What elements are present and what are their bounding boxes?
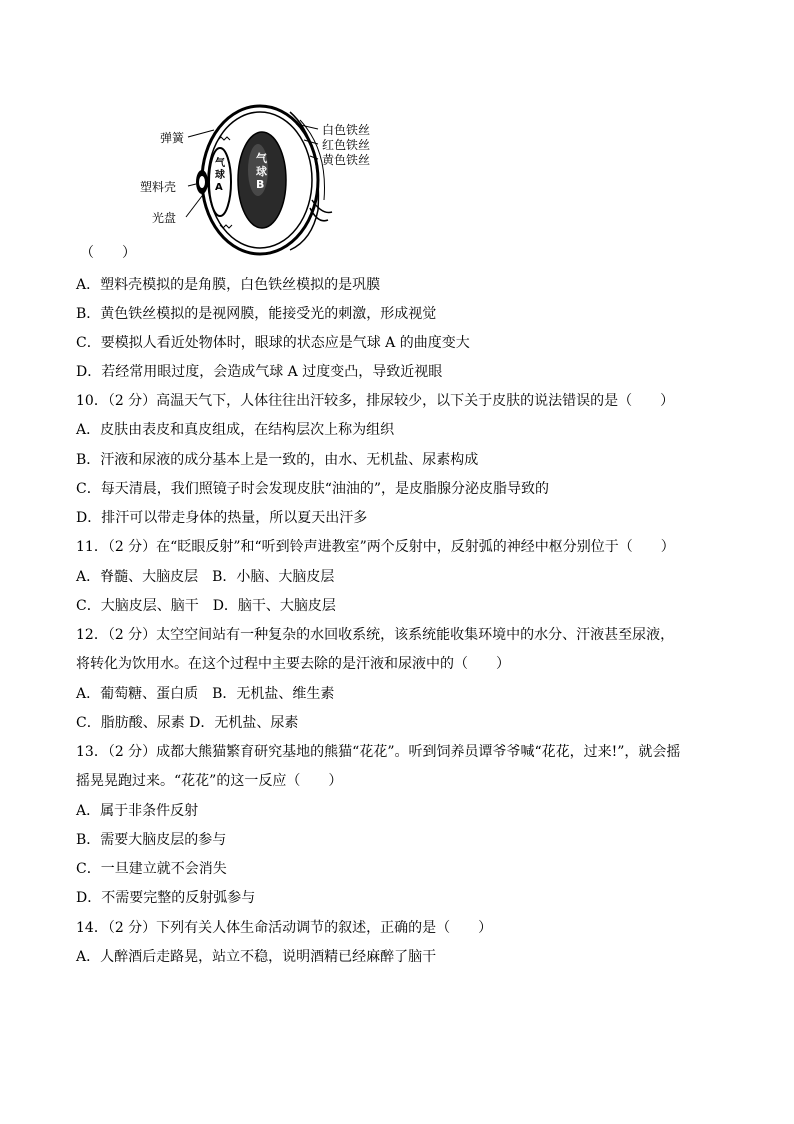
q12-options-ab: A．葡萄糖、蛋白质 B．无机盐、维生素 xyxy=(76,686,335,702)
q10-option-d: D．排汗可以带走身体的热量，所以夏天出汗多 xyxy=(76,510,368,526)
q13-option-c: C．一旦建立就不会消失 xyxy=(76,861,227,877)
eye-model-figure xyxy=(140,100,390,260)
label-white-wire: 白色铁丝 xyxy=(322,123,371,137)
q10-stem: 10．（2 分）高温天气下，人体往往出汗较多，排尿较少，以下关于皮肤的说法错误的是（ ） xyxy=(76,393,675,409)
q11-stem: 11．（2 分）在“眨眼反射”和“听到铃声进教室”两个反射中，反射弧的神经中枢分别位于（ ） xyxy=(76,539,675,555)
label-red-wire: 红色铁丝 xyxy=(322,138,371,152)
q9-paren: （ ） xyxy=(80,245,136,261)
q12-stem-cont: 将转化为饮用水。在这个过程中主要去除的是汗液和尿液中的（ ） xyxy=(76,656,510,672)
label-disc: 光盘 xyxy=(152,211,177,225)
q13-stem-cont: 摇晃晃跑过来。“花花”的这一反应（ ） xyxy=(76,773,343,789)
q9-option-b: B．黄色铁丝模拟的是视网膜，能接受光的刺激，形成视觉 xyxy=(76,306,437,322)
q13-option-b: B．需要大脑皮层的参与 xyxy=(76,832,227,848)
label-balloon-b: 气球B xyxy=(256,152,267,191)
label-plastic-shell: 塑料壳 xyxy=(140,180,177,194)
label-balloon-a: 气球A xyxy=(215,158,225,193)
q9-option-c: C．要模拟人看近处物体时，眼球的状态应是气球 A 的曲度变大 xyxy=(76,335,470,351)
q12-stem: 12．（2 分）太空空间站有一种复杂的水回收系统，该系统能收集环境中的水分、汗液甚至尿液， xyxy=(76,627,675,643)
label-yellow-wire: 黄色铁丝 xyxy=(322,153,371,167)
q14-option-a: A．人醉酒后走路晃，站立不稳，说明酒精已经麻醉了脑干 xyxy=(76,949,437,965)
q11-options-ab: A．脊髓、大脑皮层 B．小脑、大脑皮层 xyxy=(76,569,335,585)
label-spring: 弹簧 xyxy=(160,131,185,145)
q10-option-a: A．皮肤由表皮和真皮组成，在结构层次上称为组织 xyxy=(76,422,395,438)
q13-option-d: D．不需要完整的反射弧参与 xyxy=(76,890,256,906)
q9-option-d: D．若经常用眼过度，会造成气球 A 过度变凸，导致近视眼 xyxy=(76,364,443,380)
q10-option-c: C．每天清晨，我们照镜子时会发现皮肤“油油的”，是皮脂腺分泌皮脂导致的 xyxy=(76,481,550,497)
q9-option-a: A．塑料壳模拟的是角膜，白色铁丝模拟的是巩膜 xyxy=(76,277,381,293)
q12-options-cd: C．脂肪酸、尿素 D．无机盐、尿素 xyxy=(76,715,299,731)
q13-option-a: A．属于非条件反射 xyxy=(76,803,199,819)
q13-stem: 13．（2 分）成都大熊猫繁育研究基地的熊猫“花花”。听到饲养员谭爷爷喊“花花，过来!”，就会摇 xyxy=(76,744,681,760)
q11-options-cd: C．大脑皮层、脑干 D．脑干、大脑皮层 xyxy=(76,598,336,614)
q14-stem: 14．（2 分）下列有关人体生命活动调节的叙述，正确的是（ ） xyxy=(76,920,493,936)
q10-option-b: B．汗液和尿液的成分基本上是一致的，由水、无机盐、尿素构成 xyxy=(76,452,479,468)
